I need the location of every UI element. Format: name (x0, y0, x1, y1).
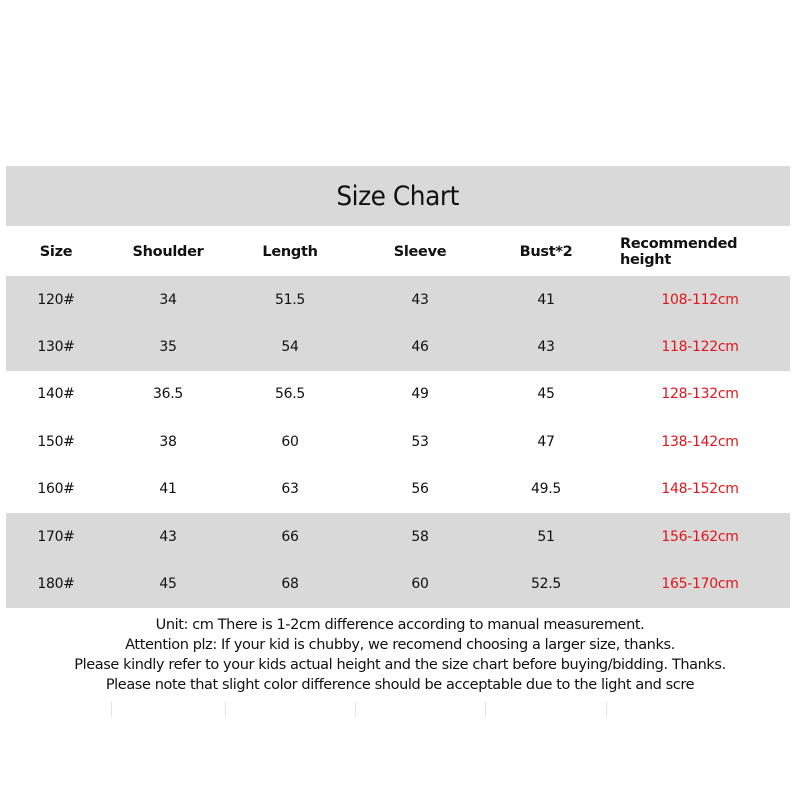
table-cell: 165-170cm (661, 576, 739, 593)
table-row (6, 513, 790, 560)
table-cell: 63 (281, 481, 299, 498)
table-row (6, 466, 790, 513)
column-header: Size (39, 243, 73, 260)
table-cell: 54 (281, 339, 299, 356)
divider (111, 702, 112, 717)
divider (355, 702, 356, 717)
table-cell: 60 (281, 433, 299, 450)
note-line: Attention plz: If your kid is chubby, we recomend choosing a larger size, thanks. (125, 637, 675, 653)
column-header: Length (262, 243, 318, 260)
header-row (6, 228, 790, 275)
table-cell: 180# (37, 576, 75, 593)
table-cell: 68 (281, 576, 299, 593)
table-cell: 51 (537, 528, 555, 545)
table-cell: 45 (159, 576, 177, 593)
column-header: Recommended height (620, 235, 738, 268)
table-cell: 140# (37, 386, 75, 403)
column-header: Sleeve (393, 243, 447, 260)
table-cell: 60 (411, 576, 429, 593)
divider (606, 702, 607, 717)
table-cell: 66 (281, 528, 299, 545)
table-cell: 160# (37, 481, 75, 498)
table-cell: 49 (411, 386, 429, 403)
table-cell: 120# (37, 291, 75, 308)
column-header: Shoulder (132, 243, 204, 260)
column-header: Bust*2 (519, 243, 573, 260)
table-row (6, 418, 790, 465)
table-cell: 49.5 (531, 481, 561, 498)
table-cell: 148-152cm (661, 481, 739, 498)
table-cell: 43 (159, 528, 177, 545)
table-cell: 43 (537, 339, 555, 356)
table-cell: 150# (37, 433, 75, 450)
note-line: Please kindly refer to your kids actual height and the size chart before buying/bidding. Thanks. (74, 657, 726, 673)
title-band (6, 166, 790, 226)
table-cell: 38 (159, 433, 177, 450)
table-cell: 56.5 (275, 386, 305, 403)
divider (225, 702, 226, 717)
notes (0, 615, 800, 695)
note-line: Unit: cm There is 1-2cm difference according to manual measurement. (155, 617, 645, 633)
table-cell: 35 (159, 339, 177, 356)
chart-title: Size Chart (336, 180, 460, 212)
table-cell: 43 (411, 291, 429, 308)
table-cell: 34 (159, 291, 177, 308)
table-cell: 41 (537, 291, 555, 308)
table-row (6, 276, 790, 323)
table-cell: 156-162cm (661, 528, 739, 545)
table-cell: 52.5 (531, 576, 561, 593)
table-cell: 36.5 (153, 386, 183, 403)
table-cell: 58 (411, 528, 429, 545)
table-row (6, 323, 790, 370)
divider (485, 702, 486, 717)
table-cell: 108-112cm (661, 291, 739, 308)
table-cell: 130# (37, 339, 75, 356)
table-cell: 41 (159, 481, 177, 498)
table-cell: 118-122cm (661, 339, 739, 356)
table-cell: 170# (37, 528, 75, 545)
table-row (6, 371, 790, 418)
table-cell: 128-132cm (661, 386, 739, 403)
note-line: Please note that slight color difference should be acceptable due to the light and scre (105, 677, 695, 693)
table-cell: 53 (411, 433, 429, 450)
table-cell: 45 (537, 386, 555, 403)
table-row (6, 560, 790, 607)
table-cell: 56 (411, 481, 429, 498)
table-cell: 46 (411, 339, 429, 356)
table-cell: 47 (537, 433, 555, 450)
table-cell: 51.5 (275, 291, 305, 308)
table-cell: 138-142cm (661, 433, 739, 450)
